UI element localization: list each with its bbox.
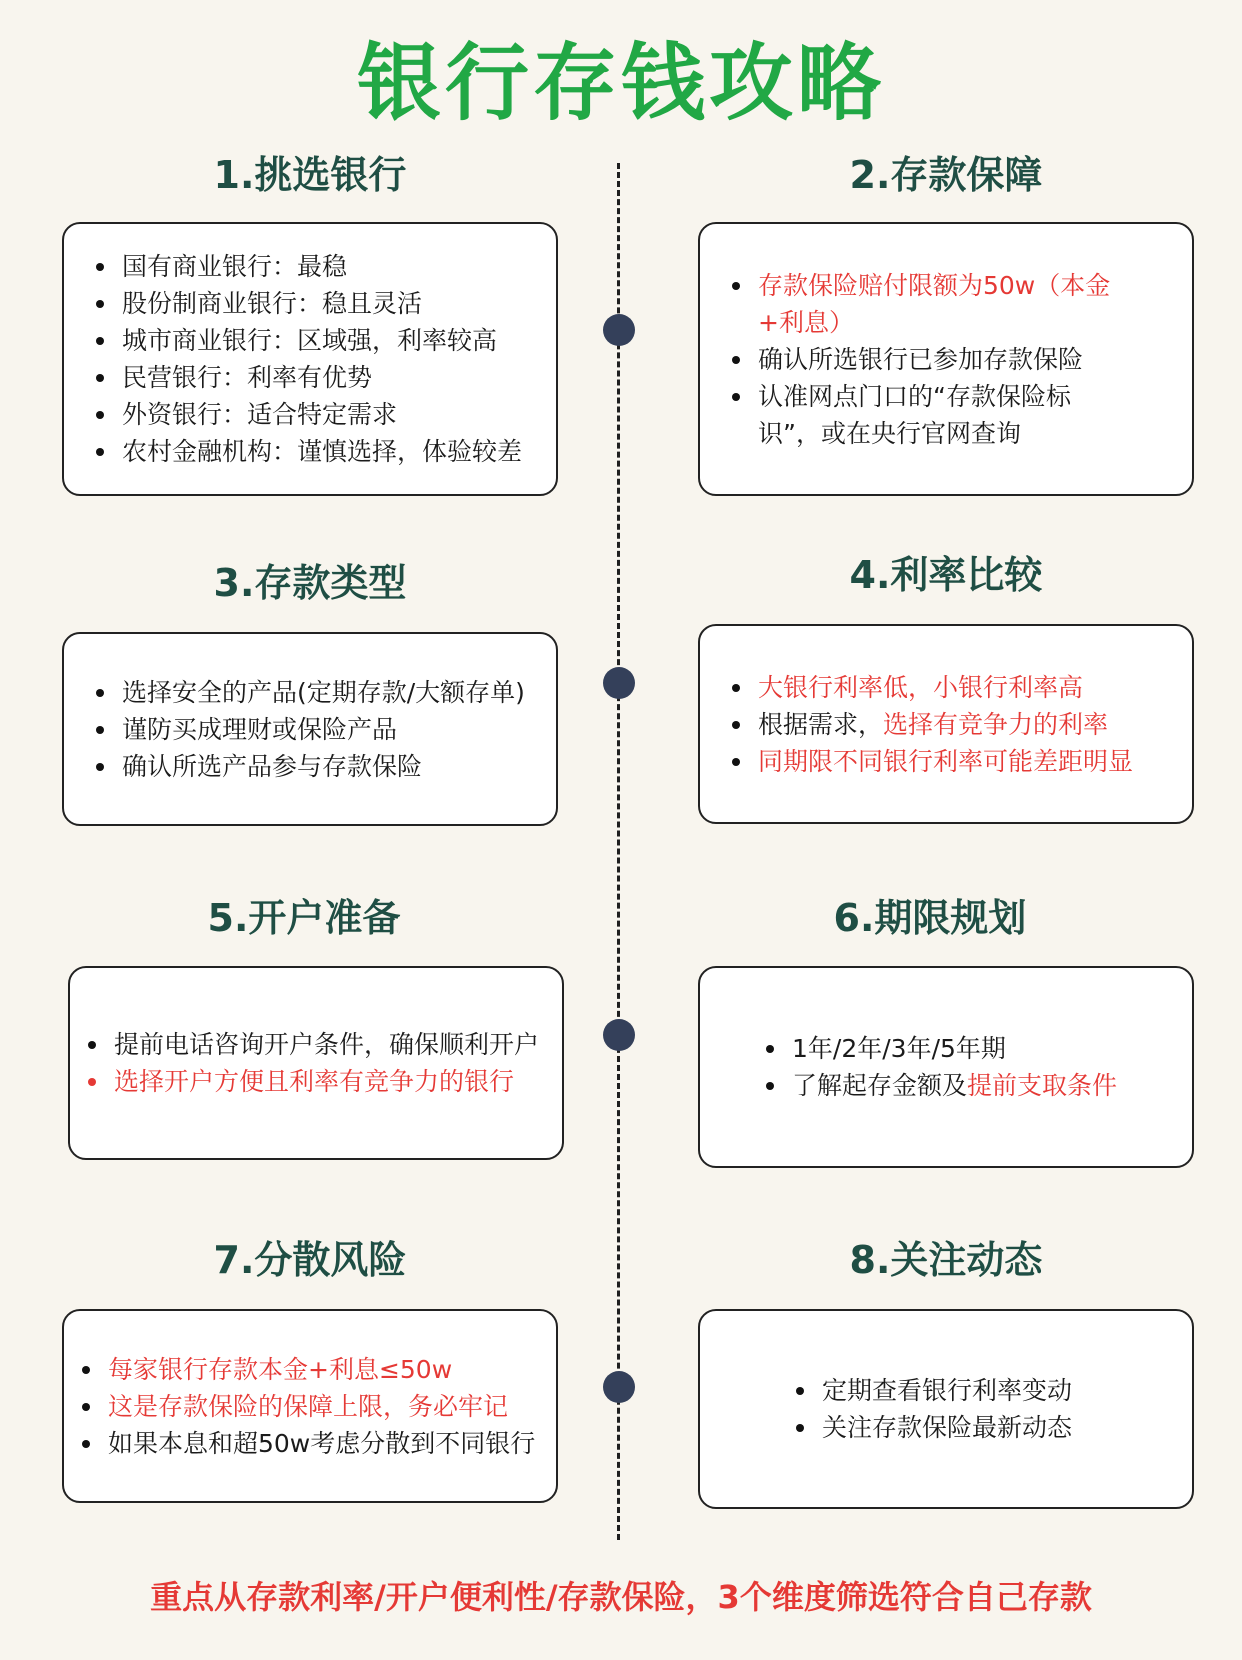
- list-item: [760, 1067, 1182, 1104]
- list-item-text: 城市商业银行：区域强，利率较高: [122, 326, 498, 355]
- list-item: [90, 285, 546, 322]
- list-item-text: 选择开户方便且利率有竞争力的银行: [114, 1067, 515, 1096]
- list-item-text: 了解起存金额及: [792, 1071, 968, 1100]
- bullet-list: [76, 1351, 546, 1462]
- list-item-text: 提前电话咨询开户条件，确保顺利开户: [114, 1030, 540, 1059]
- list-item: [90, 748, 546, 785]
- list-item: [90, 674, 546, 711]
- timeline-dot: [603, 667, 635, 699]
- list-item: [90, 322, 546, 359]
- list-item: [76, 1351, 546, 1388]
- timeline-dot: [603, 1371, 635, 1403]
- section-title: 2.存款保障: [849, 153, 1043, 197]
- section-card: [698, 624, 1194, 824]
- bullet-list: [726, 267, 1132, 452]
- list-item-text: 确认所选银行已参加存款保险: [758, 344, 1084, 374]
- list-item: [726, 378, 1132, 452]
- list-item: [726, 341, 1132, 378]
- list-item-text: 谨防买成理财或保险产品: [122, 714, 398, 744]
- list-item-text: 确认所选产品参与存款保险: [122, 751, 423, 781]
- section-card: [68, 966, 564, 1160]
- list-item: [76, 1425, 546, 1462]
- list-item-text: 外资银行：适合特定需求: [122, 400, 398, 429]
- list-item-text: 每家银行存款本金+利息≤50w: [108, 1354, 453, 1384]
- section-title: 6.期限规划: [833, 896, 1027, 940]
- list-item: [726, 743, 1182, 780]
- list-item: [90, 433, 546, 470]
- timeline-dot: [603, 314, 635, 346]
- section-card: [698, 222, 1194, 496]
- list-item: [726, 669, 1182, 706]
- section-card: [62, 222, 558, 496]
- timeline-dot: [603, 1019, 635, 1051]
- section-title: 3.存款类型: [213, 561, 407, 605]
- list-item-text: 国有商业银行：最稳: [122, 252, 348, 281]
- list-item-text: 如果本息和超50w考虑分散到不同银行: [108, 1428, 536, 1458]
- list-item-text: 选择安全的产品(定期存款/大额存单): [122, 677, 525, 707]
- list-item-text: 提前支取条件: [967, 1071, 1118, 1100]
- list-item-text: 民营银行：利率有优势: [122, 363, 373, 392]
- bullet-list: [90, 248, 546, 470]
- page-title: 银行存钱攻略: [356, 34, 885, 132]
- section-title: 1.挑选银行: [213, 153, 407, 197]
- list-item: [82, 1026, 552, 1063]
- bullet-list: [760, 1030, 1182, 1104]
- section-card: [62, 1309, 558, 1503]
- list-item-text: 认准网点门口的“存款保险标识”，或在央行官网查询: [758, 381, 1071, 448]
- list-item: [82, 1063, 552, 1100]
- list-item: [790, 1409, 1182, 1446]
- list-item: [76, 1388, 546, 1425]
- footer-note: 重点从存款利率/开户便利性/存款保险，3个维度筛选符合自己存款: [150, 1578, 1092, 1616]
- list-item-text: 农村金融机构：谨慎选择，体验较差: [122, 437, 523, 466]
- list-item-text: 这是存款保险的保障上限，务必牢记: [108, 1391, 509, 1421]
- list-item-text: 存款保险赔付限额为50w（本金+利息）: [758, 270, 1111, 337]
- list-item-text: 同期限不同银行利率可能差距明显: [758, 746, 1134, 776]
- list-item-text: 根据需求，: [758, 709, 884, 739]
- bullet-list: [790, 1372, 1182, 1446]
- list-item: [790, 1372, 1182, 1409]
- section-title: 4.利率比较: [849, 553, 1043, 597]
- list-item-text: 大银行利率低，小银行利率高: [758, 672, 1084, 702]
- list-item: [90, 248, 546, 285]
- list-item-text: 1年/2年/3年/5年期: [792, 1034, 1006, 1063]
- list-item-text: 选择有竞争力的利率: [883, 709, 1109, 739]
- section-card: [62, 632, 558, 826]
- list-item: [760, 1030, 1182, 1067]
- list-item-text: 股份制商业银行：稳且灵活: [122, 289, 423, 318]
- section-card: [698, 1309, 1194, 1509]
- list-item: [726, 267, 1132, 341]
- section-card: [698, 966, 1194, 1168]
- bullet-list: [90, 674, 546, 785]
- list-item-text: 关注存款保险最新动态: [822, 1413, 1073, 1442]
- section-title: 5.开户准备: [207, 896, 401, 940]
- bullet-list: [82, 1026, 552, 1100]
- timeline-line: [617, 163, 620, 1540]
- list-item: [90, 359, 546, 396]
- list-item: [726, 706, 1182, 743]
- list-item: [90, 711, 546, 748]
- section-title: 7.分散风险: [213, 1238, 407, 1282]
- bullet-list: [726, 669, 1182, 780]
- section-title: 8.关注动态: [849, 1238, 1043, 1282]
- list-item: [90, 396, 546, 433]
- list-item-text: 定期查看银行利率变动: [822, 1376, 1073, 1405]
